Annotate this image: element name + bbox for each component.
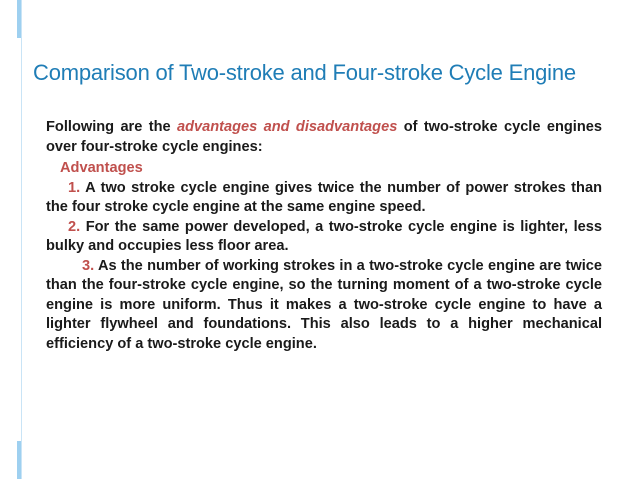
intro-paragraph [46,118,602,157]
point-text: As the number of working strokes in a two-stroke cycle engine are twice than the four-stroke cycle engine, so the turning moment of a two-stroke cycle engine is more uniform. Thus it makes a two-stroke cycle engine to have a lighter flywheel and foundations. This also leads to a higher mechanical efficiency of a two-stroke cycle engine. [46,257,602,352]
point-number: 2. [68,218,81,235]
slide-title: Comparison of Two-stroke and Four-stroke Cycle Engine [33,60,576,85]
advantage-point-1 [46,179,602,218]
point-number: 1. [68,179,81,196]
decorative-bar-bottom [17,441,21,479]
advantage-point-2 [46,218,602,257]
advantages-heading: Advantages [60,160,143,176]
intro-highlight: advantages and disadvantages [176,119,398,135]
slide-body [46,118,602,354]
point-text: For the same power developed, a two-stroke cycle engine is lighter, less bulky and occupies less floor area. [46,218,603,254]
point-number: 3. [82,257,95,274]
advantage-point-3 [46,257,602,355]
point-text: A two stroke cycle engine gives twice the number of power strokes than the four stroke cycle engine at the same engine speed. [46,179,602,215]
intro-after: of two-stroke cycle engines over four-stroke cycle engines: [46,119,602,155]
intro-before: Following are the [46,119,171,135]
